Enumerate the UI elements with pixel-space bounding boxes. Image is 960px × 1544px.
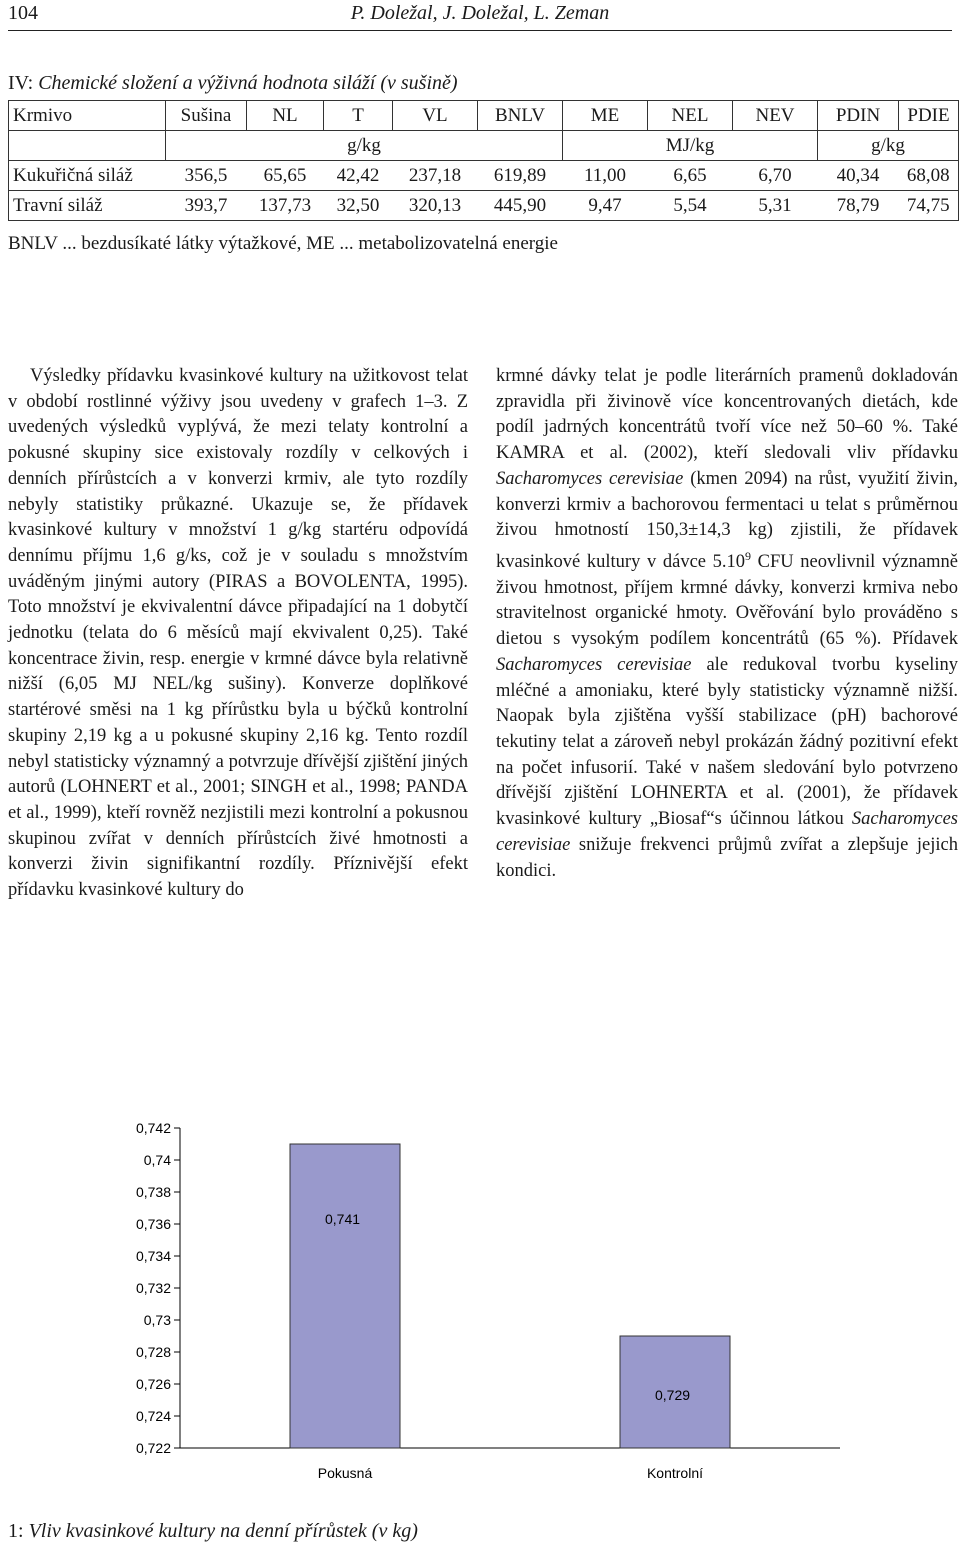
running-head bbox=[8, 0, 952, 26]
header-rule bbox=[8, 30, 952, 31]
header-cell: PDIE bbox=[899, 101, 959, 131]
table-caption-label: IV: bbox=[8, 72, 34, 94]
running-head-authors: P. Doležal, J. Doležal, L. Zeman bbox=[350, 2, 610, 24]
table-cell: 9,47 bbox=[563, 191, 648, 221]
text-run: (kmen 2094) na růst, využití živin, konverzi krmiv a bachorovou fermentaci u telat s průměrnou živou hmotností 150,3±14,3 kg) zjistili, že přídavek kvasinkové kultury v dávce 5.10 bbox=[496, 468, 959, 573]
table-note: BNLV ... bezdusíkaté látky výtažkové, ME ... metabolizovatelná energie bbox=[8, 233, 558, 254]
text-run: krmné dávky telat je podle literárních pramenů dokladován zpravidla při živinově více koncentrovaných dietách, kde podíl jadrných koncentrátů tvoří více než 50–60 %. Také KAMRA et al. (2002), kteří sledovali vliv přídavku bbox=[496, 366, 958, 464]
table-row bbox=[9, 161, 959, 191]
y-tick-label: 0,742 bbox=[135, 1120, 171, 1136]
units-cell: g/kg bbox=[166, 131, 563, 161]
table-cell: 11,00 bbox=[563, 161, 648, 191]
table-cell: 42,42 bbox=[324, 161, 393, 191]
table-cell: 32,50 bbox=[324, 191, 393, 221]
text-run: ale redukoval tvorbu kyseliny mléčné a amoniaku, které byly statisticky významně nižší. Naopak byla zjištěna vyšší stabilizace (pH) bachorové tekutiny telat a zároveň nebyl prokázán žádný pozitivní efekt na počet infusorií. Také v našem sledování bylo potvrzeno dřívější zjištění LOHNERTA et al. (2001), že přídavek kvasinkové kultury „Biosaf“s účinnou látkou bbox=[496, 654, 958, 830]
header-cell: NEL bbox=[648, 101, 733, 131]
table-cell: 78,79 bbox=[818, 191, 899, 221]
y-tick-label: 0,724 bbox=[135, 1408, 171, 1424]
page-number: 104 bbox=[8, 2, 38, 24]
header-cell: NEV bbox=[733, 101, 818, 131]
units-cell: MJ/kg bbox=[563, 131, 818, 161]
table-caption bbox=[8, 70, 458, 96]
header-cell: PDIN bbox=[818, 101, 899, 131]
body-column-left bbox=[8, 364, 468, 904]
y-tick-label: 0,734 bbox=[135, 1248, 171, 1264]
figure-caption-label: 1: bbox=[8, 1520, 24, 1542]
header-cell: BNLV bbox=[478, 101, 563, 131]
body-paragraph bbox=[496, 364, 958, 884]
body-column-right bbox=[496, 364, 958, 884]
y-tick-label: 0,74 bbox=[143, 1152, 171, 1168]
table-cell: 445,90 bbox=[478, 191, 563, 221]
units-empty-cell bbox=[9, 131, 166, 161]
table-caption-text: Chemické složení a výživná hodnota siláží (v sušině) bbox=[33, 72, 458, 94]
x-tick-label: Kontrolní bbox=[646, 1465, 704, 1481]
table-cell: Kukuřičná siláž bbox=[9, 161, 166, 191]
body-paragraph: Výsledky přídavku kvasinkové kultury na užitkovost telat v období rostlinné výživy jsou uvedeny v grafech 1–3. Z uvedených výsledků vyplývá, že mezi telaty kontrolní a pokusné skupiny sice existovaly rozdíly v celkových i denních přírůstcích a v konverzi krmiv, ale tyto rozdíly nebyly statistiky průkazné. Ukazuje se, že přídavek kvasinkové kultury v množství 1 g/kg startéru odpovídá dennímu příjmu 1,6 g/ks, což je v souladu s množstvím uváděným jinými autory (PIRAS a BOVOLENTA, 1995). Toto množství je ekvivalentní dávce připadající na 1 dobytčí jednotku (telata do 6 měsíců mají ekvivalent 0,25). Také koncentrace živin, resp. energie v krmné dávce byla relativně nižší (6,05 MJ NEL/kg sušiny). Konverze doplňkové startérové směsi na 1 kg přírůstku byla u býčků kontrolní skupiny 2,19 kg a u pokusné skupiny 2,16 kg. Tento rozdíl nebyl statisticky významný a potvrzuje dřívější zjištění jiných autorů (LOHNERT et al., 2001; SINGH et al., 1998; PANDA et al., 1999), kteří rovněž nezjistili mezi kontrolní a pokusnou skupinou zvířat v denních přírůstcích živé hmotnosti a konverzi živin signifikantní rozdíly. Příznivější efekt přídavku kvasinkové kultury do bbox=[8, 366, 468, 901]
table-cell: 619,89 bbox=[478, 161, 563, 191]
header-cell: VL bbox=[393, 101, 478, 131]
figure-caption bbox=[8, 1518, 418, 1544]
table-cell: 5,31 bbox=[733, 191, 818, 221]
table-cell: Travní siláž bbox=[9, 191, 166, 221]
y-tick-label: 0,736 bbox=[135, 1216, 171, 1232]
bar bbox=[290, 1144, 400, 1448]
table-cell: 356,5 bbox=[166, 161, 247, 191]
y-tick-label: 0,732 bbox=[135, 1280, 171, 1296]
species-name: Sacharomyces cerevisiae bbox=[496, 468, 684, 489]
table-cell: 237,18 bbox=[393, 161, 478, 191]
data-label: 0,741 bbox=[325, 1211, 361, 1227]
table-cell: 68,08 bbox=[899, 161, 959, 191]
table-header-row bbox=[9, 101, 959, 131]
data-label: 0,729 bbox=[655, 1387, 691, 1403]
header-cell: Sušina bbox=[166, 101, 247, 131]
header-cell: ME bbox=[563, 101, 648, 131]
figure-caption-text: Vliv kvasinkové kultury na denní přírůstek (v kg) bbox=[23, 1520, 418, 1542]
species-name: Sacharomyces cerevisiae bbox=[496, 809, 958, 855]
header-cell: NL bbox=[247, 101, 324, 131]
table-cell: 393,7 bbox=[166, 191, 247, 221]
bar-chart bbox=[100, 1108, 860, 1508]
table-cell: 6,65 bbox=[648, 161, 733, 191]
table-cell: 5,54 bbox=[648, 191, 733, 221]
nutrition-table bbox=[8, 100, 959, 221]
y-tick-label: 0,726 bbox=[135, 1376, 171, 1392]
table-cell: 74,75 bbox=[899, 191, 959, 221]
y-tick-label: 0,738 bbox=[135, 1184, 171, 1200]
table-cell: 40,34 bbox=[818, 161, 899, 191]
table-cell: 137,73 bbox=[247, 191, 324, 221]
table-cell: 6,70 bbox=[733, 161, 818, 191]
text-run: snižuje frekvenci průjmů zvířat a zlepšuje jejich kondici. bbox=[496, 834, 958, 881]
table-cell: 65,65 bbox=[247, 161, 324, 191]
exponent: 9 bbox=[745, 548, 752, 563]
text-run: CFU neovlivnil významně živou hmotnost, příjem krmné dávky, konverzi krmiva nebo stravitelnost organické hmoty. Ověřování bylo prováděno s dietou s vysokým podílem koncentrátů (65 %). Přídavek bbox=[496, 552, 958, 650]
table-cell: 320,13 bbox=[393, 191, 478, 221]
units-cell: g/kg bbox=[818, 131, 959, 161]
y-tick-label: 0,73 bbox=[143, 1312, 171, 1328]
table-row bbox=[9, 191, 959, 221]
header-cell: Krmivo bbox=[9, 101, 166, 131]
species-name: Sacharomyces cerevisiae bbox=[496, 654, 692, 675]
table-units-row bbox=[9, 131, 959, 161]
y-tick-label: 0,728 bbox=[135, 1344, 171, 1360]
header-cell: T bbox=[324, 101, 393, 131]
y-tick-label: 0,722 bbox=[135, 1440, 171, 1456]
x-tick-label: Pokusná bbox=[317, 1465, 373, 1481]
